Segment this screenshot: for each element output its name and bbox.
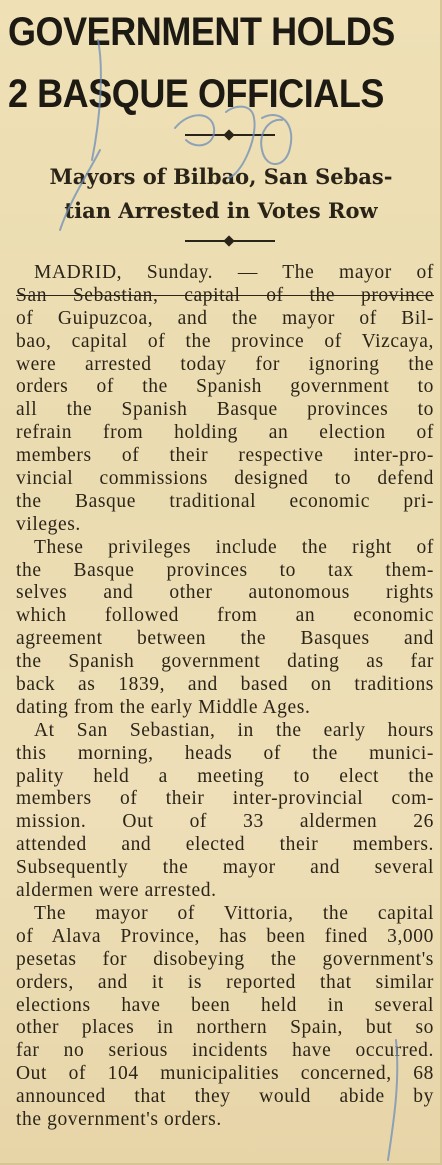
article-line: orders, and it is reported that similar xyxy=(16,971,434,993)
headline-line-1: GOVERNMENT HOLDS xyxy=(8,10,395,54)
handwritten-note: 1/30 xyxy=(200,150,203,151)
article-line: the Basque provinces to tax them- xyxy=(16,559,434,581)
article-line: members of their respective inter-pro- xyxy=(16,445,434,467)
article-line: announced that they would abide by xyxy=(16,1086,434,1108)
ornamental-rule-top xyxy=(185,134,275,136)
article-line: all the Spanish Basque provinces to xyxy=(16,399,434,421)
article-line: members of their inter-provincial com- xyxy=(16,788,434,810)
article-line: pesetas for disobeying the government's xyxy=(16,948,434,970)
article-line: this morning, heads of the munici- xyxy=(16,742,434,764)
article-line: vileges. xyxy=(16,513,81,535)
article-line: agreement between the Basques and xyxy=(16,628,434,650)
article-line: back as 1839, and based on traditions xyxy=(16,674,434,696)
article-line: vincial commissions designed to defend xyxy=(16,468,434,490)
ornamental-rule-bottom xyxy=(185,240,275,242)
article-line: aldermen were arrested. xyxy=(16,880,217,902)
subheadline-line-1: Mayors of Bilbao, San Sebas- xyxy=(49,164,393,189)
article-line: other places in northern Spain, but so xyxy=(16,1017,434,1039)
article-line: refrain from holding an election of xyxy=(16,422,434,444)
article-line: the government's orders. xyxy=(16,1108,222,1130)
article-line: elections have been held in several xyxy=(16,994,434,1016)
article-line: which followed from an economic xyxy=(16,605,434,627)
article-line: San Sebastian, capital of the province xyxy=(16,284,434,306)
article-line: pality held a meeting to elect the xyxy=(16,765,434,787)
article-line: These privileges include the right of xyxy=(34,536,434,558)
article-line: bao, capital of the province of Vizcaya, xyxy=(16,330,434,352)
article-line: the Spanish government dating as far xyxy=(16,651,434,673)
article-line: of Guipuzcoa, and the mayor of Bil- xyxy=(16,307,434,329)
article-body xyxy=(16,262,434,1132)
article-line: MADRID, Sunday. — The mayor of xyxy=(34,262,434,283)
article-line: At San Sebastian, in the early hours xyxy=(34,719,434,741)
headline-line-2: 2 BASQUE OFFICIALS xyxy=(8,72,384,116)
article-line: the Basque traditional economic pri- xyxy=(16,490,434,512)
article-line: orders of the Spanish government to xyxy=(16,376,434,398)
article-line: selves and other autonomous rights xyxy=(16,582,434,604)
article-line: were arrested today for ignoring the xyxy=(16,353,434,375)
subheadline-line-2: tian Arrested in Votes Row xyxy=(64,198,378,223)
article-line: Subsequently the mayor and several xyxy=(16,857,434,879)
article-line: dating from the early Middle Ages. xyxy=(16,696,311,718)
article-line: mission. Out of 33 aldermen 26 xyxy=(16,811,434,833)
article-line: Out of 104 municipalities concerned, 68 xyxy=(16,1063,434,1085)
article-line: attended and elected their members. xyxy=(16,834,434,856)
article-line: The mayor of Vittoria, the capital xyxy=(34,902,434,924)
article-line: far no serious incidents have occurred. xyxy=(16,1040,434,1062)
article-line: of Alava Province, has been fined 3,000 xyxy=(16,925,434,947)
